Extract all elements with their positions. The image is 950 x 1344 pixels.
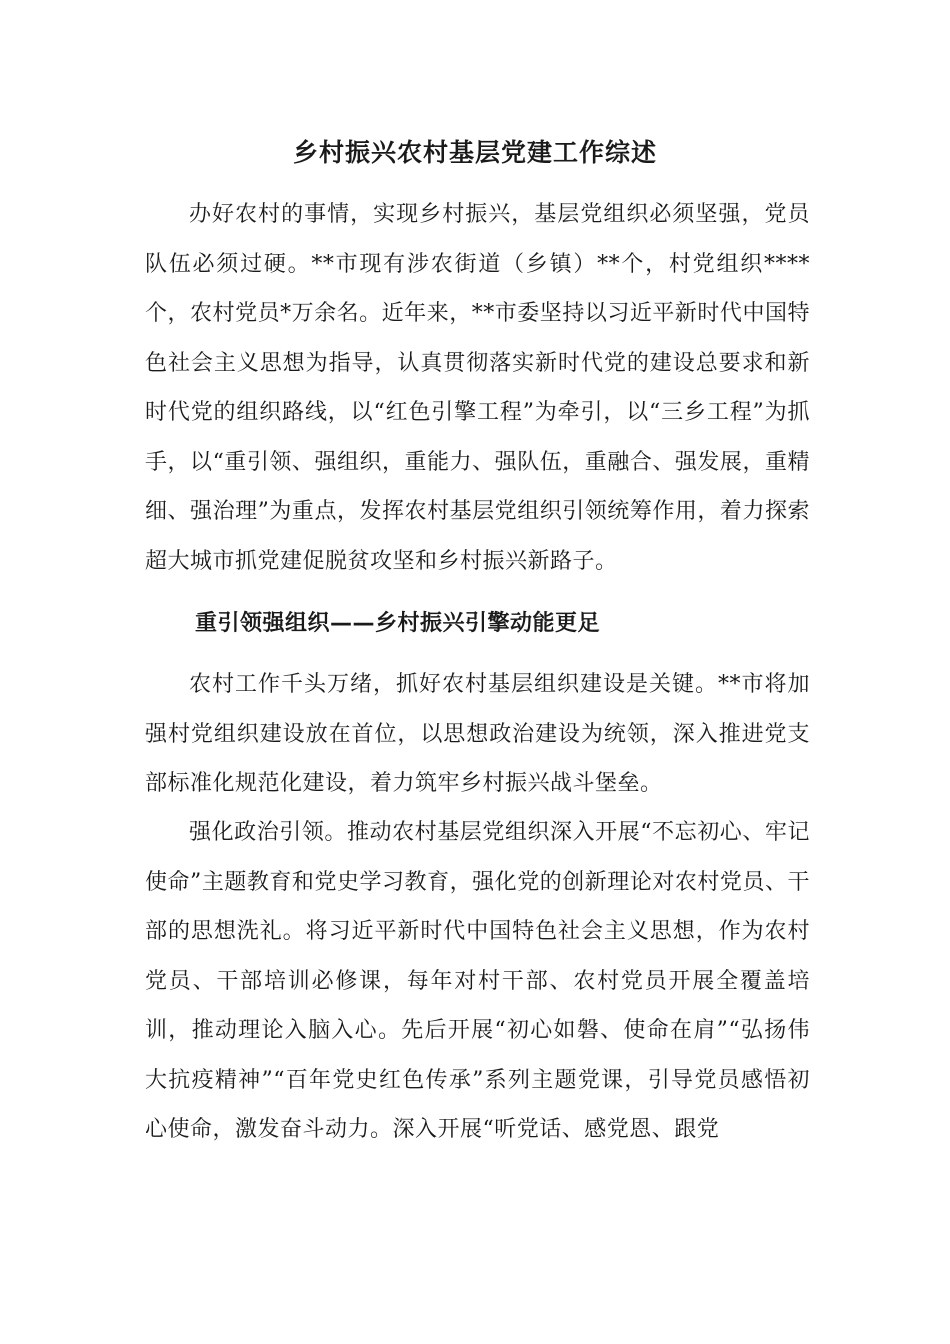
body-paragraph: 强化政治引领。推动农村基层党组织深入开展“不忘初心、牢记使命”主题教育和党史学习教育，强化党的创新理论对农村党员、干部的思想洗礼。将习近平新时代中国特色社会主义思想，作为农村党员、干部培训必修课，每年对村干部、农村党员开展全覆盖培训，推动理论入脑入心。先后开展“初心如磐、使命在肩”“弘扬伟大抗疫精神”“百年党史红色传承”系列主题党课，引导党员感悟初心使命，激发奋斗动力。深入开展“听党话、感党恩、跟党	[145, 820, 810, 1142]
document-title: 乡村振兴农村基层党建工作综述	[292, 138, 657, 167]
body-paragraph: 农村工作千头万绪，抓好农村基层组织建设是关键。**市将加强村党组织建设放在首位，以思想政治建设为统领，深入推进党支部标准化规范化建设，着力筑牢乡村振兴战斗堡垒。	[145, 672, 810, 796]
intro-paragraph: 办好农村的事情，实现乡村振兴，基层党组织必须坚强，党员队伍必须过硬。**市现有涉农街道（乡镇）**个，村党组织****个，农村党员*万余名。近年来，**市委坚持以习近平新时代中国特色社会主义思想为指导，认真贯彻落实新时代党的建设总要求和新时代党的组织路线，以“红色引擎工程”为牵引，以“三乡工程”为抓手，以“重引领、强组织，重能力、强队伍，重融合、强发展，重精细、强治理”为重点，发挥农村基层党组织引领统筹作用，着力探索超大城市抓党建促脱贫攻坚和乡村振兴新路子。	[145, 202, 810, 574]
section-heading: 重引领强组织——乡村振兴引擎动能更足	[195, 611, 601, 636]
